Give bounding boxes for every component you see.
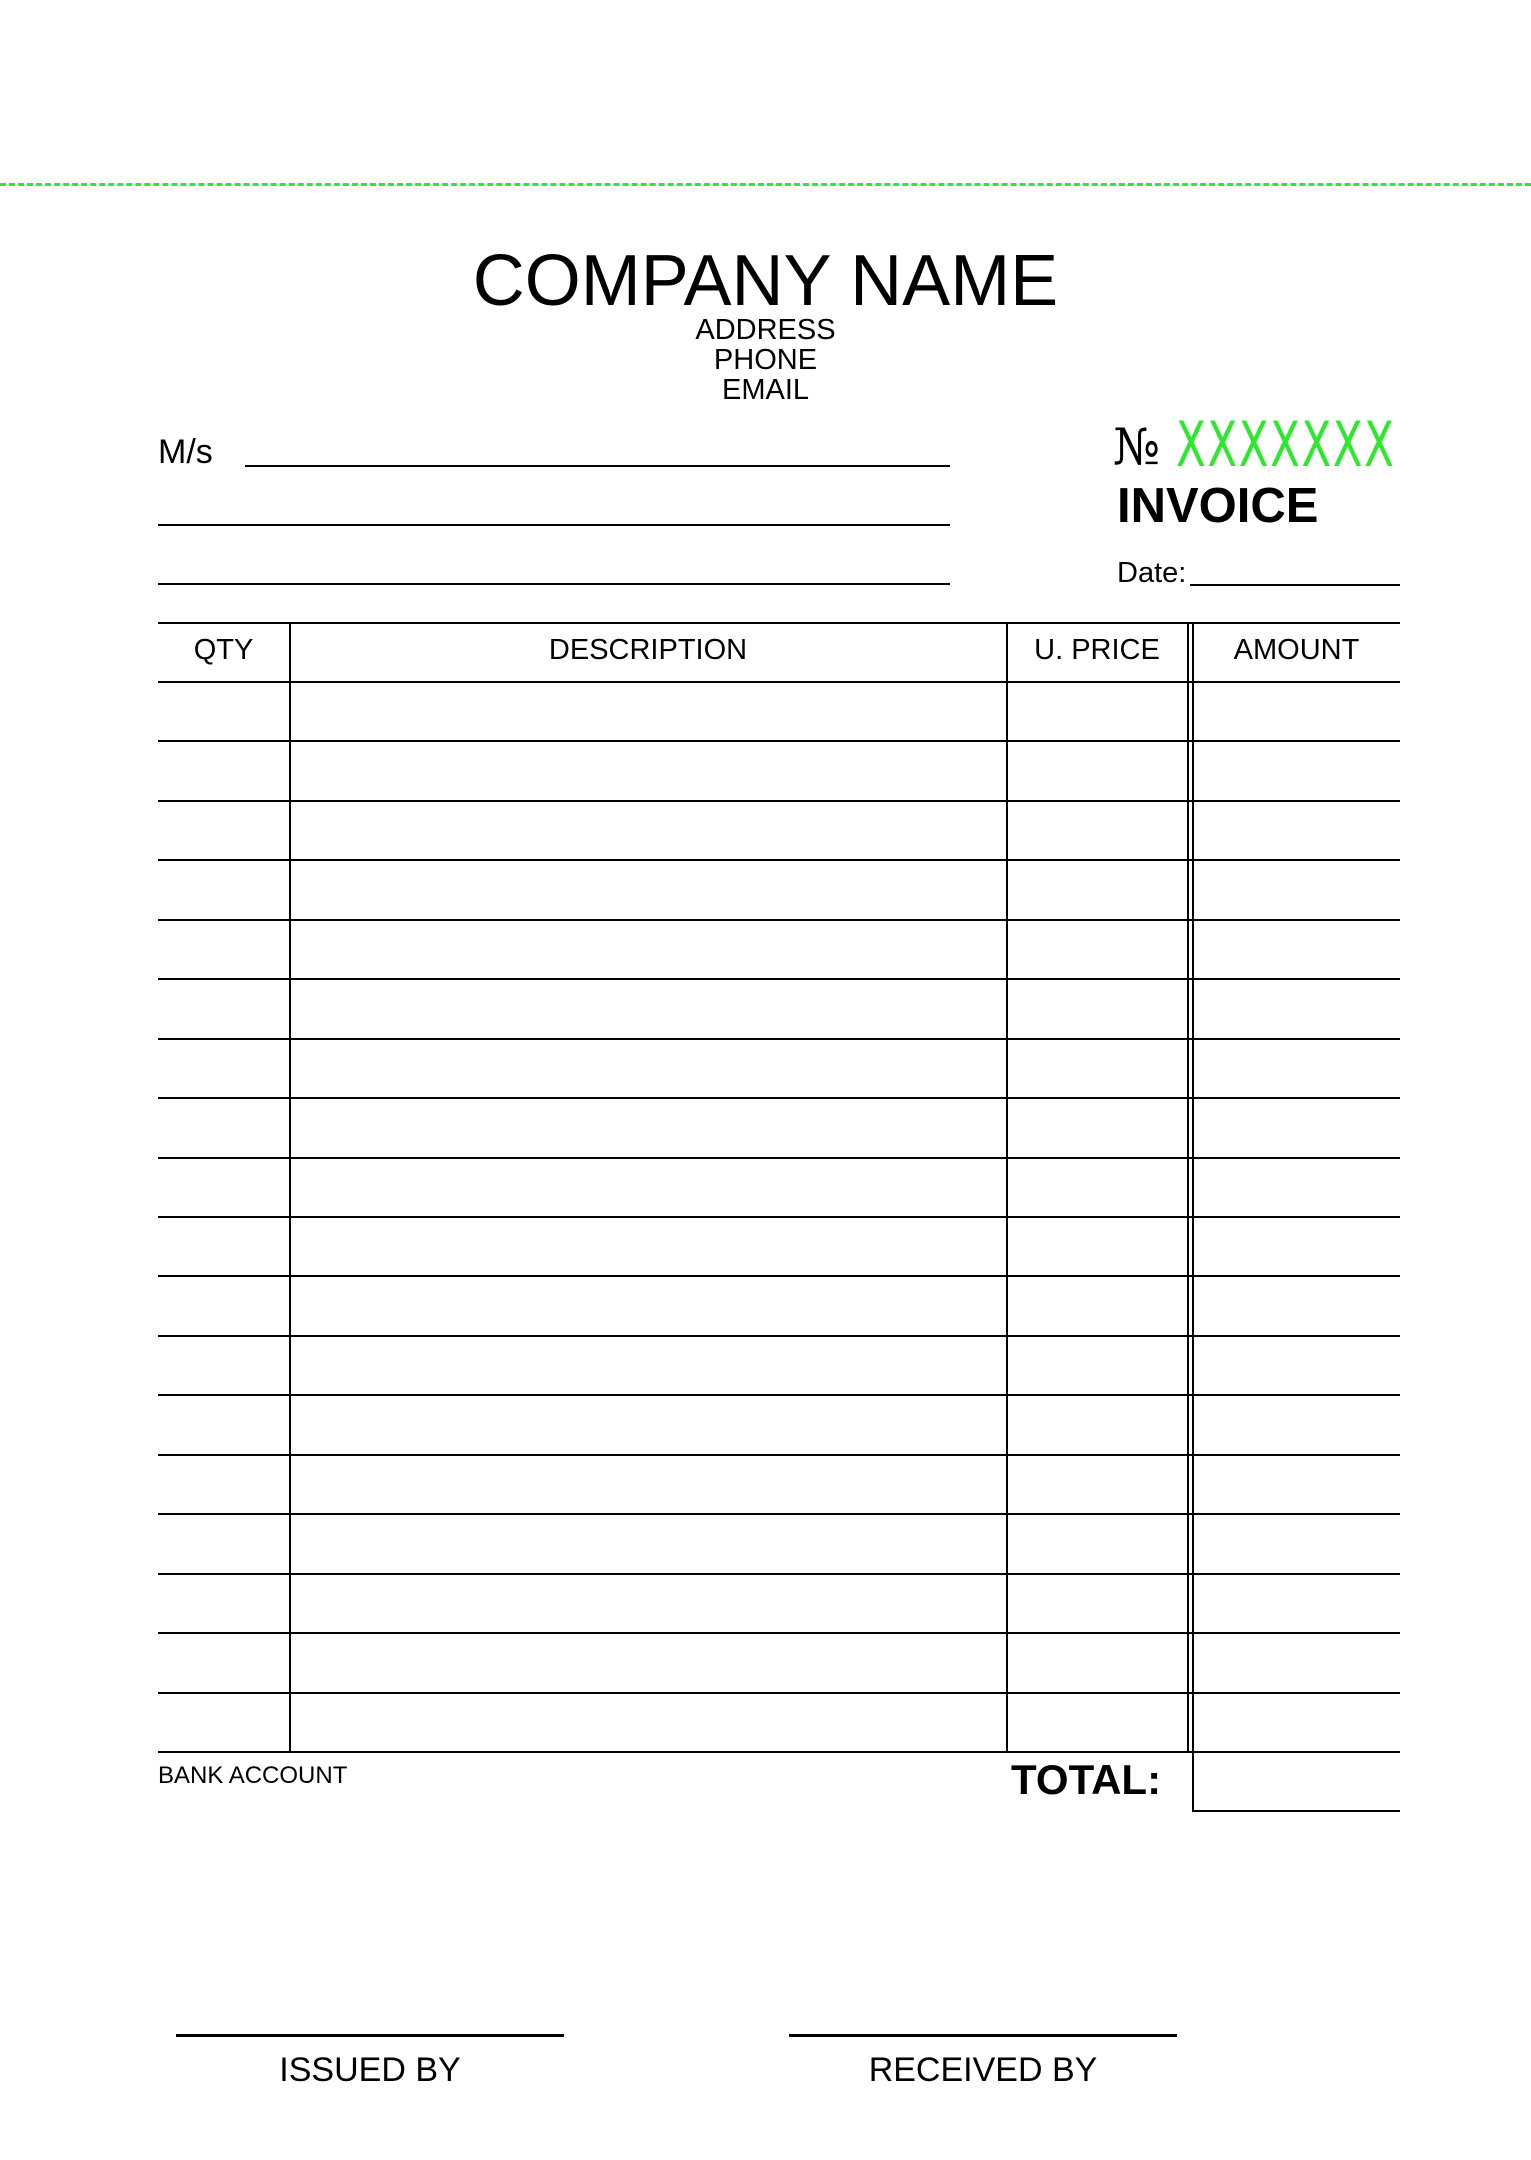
column-header-qty: QTY [193, 634, 254, 666]
table-row-line [158, 1454, 1400, 1456]
column-divider-price [1187, 622, 1189, 1752]
company-email: EMAIL [721, 374, 810, 406]
table-row-line [158, 1275, 1400, 1277]
column-divider-description [1006, 622, 1008, 1752]
company-address: ADDRESS [695, 314, 836, 346]
table-row-line [158, 1573, 1400, 1575]
total-amount-line[interactable] [1192, 1810, 1400, 1812]
column-header-description: DESCRIPTION [548, 634, 748, 666]
table-row-line [158, 800, 1400, 802]
table-row-line [158, 1097, 1400, 1099]
customer-name-line[interactable] [245, 465, 950, 467]
issued-by-label: ISSUED BY [279, 2051, 461, 2089]
date-line[interactable] [1190, 584, 1400, 586]
table-row-line [158, 859, 1400, 861]
customer-address-line-2[interactable] [158, 583, 950, 585]
table-header-border [158, 681, 1400, 683]
issued-by-signature-line[interactable] [176, 2034, 564, 2037]
date-label: Date: [1117, 557, 1187, 589]
perforation-line [0, 183, 1531, 186]
company-name: COMPANY NAME [472, 241, 1059, 321]
number-sign: № [1113, 418, 1161, 476]
column-divider-qty [289, 622, 291, 1752]
table-row-line [158, 1157, 1400, 1159]
customer-label: M/s [158, 433, 213, 471]
received-by-signature-line[interactable] [789, 2034, 1177, 2037]
table-row-line [158, 1632, 1400, 1634]
table-row-line [158, 1335, 1400, 1337]
column-header-unit-price: U. PRICE [1034, 634, 1160, 666]
table-row-line [158, 919, 1400, 921]
received-by-label: RECEIVED BY [868, 2051, 1098, 2089]
table-row-line [158, 1692, 1400, 1694]
invoice-number: XXXXXXX [1176, 408, 1396, 481]
table-row-line [158, 1038, 1400, 1040]
table-row-line [158, 1394, 1400, 1396]
total-label: TOTAL: [1011, 1756, 1162, 1803]
company-phone: PHONE [713, 344, 818, 376]
customer-address-line-1[interactable] [158, 524, 950, 526]
column-header-amount: AMOUNT [1233, 634, 1360, 666]
invoice-title: INVOICE [1117, 479, 1319, 533]
table-row-line [158, 1751, 1400, 1753]
table-row-line [158, 978, 1400, 980]
table-row-line [158, 740, 1400, 742]
table-top-border [158, 622, 1400, 624]
bank-account-label: BANK ACCOUNT [158, 1762, 348, 1789]
table-row-line [158, 1216, 1400, 1218]
table-row-line [158, 1513, 1400, 1515]
